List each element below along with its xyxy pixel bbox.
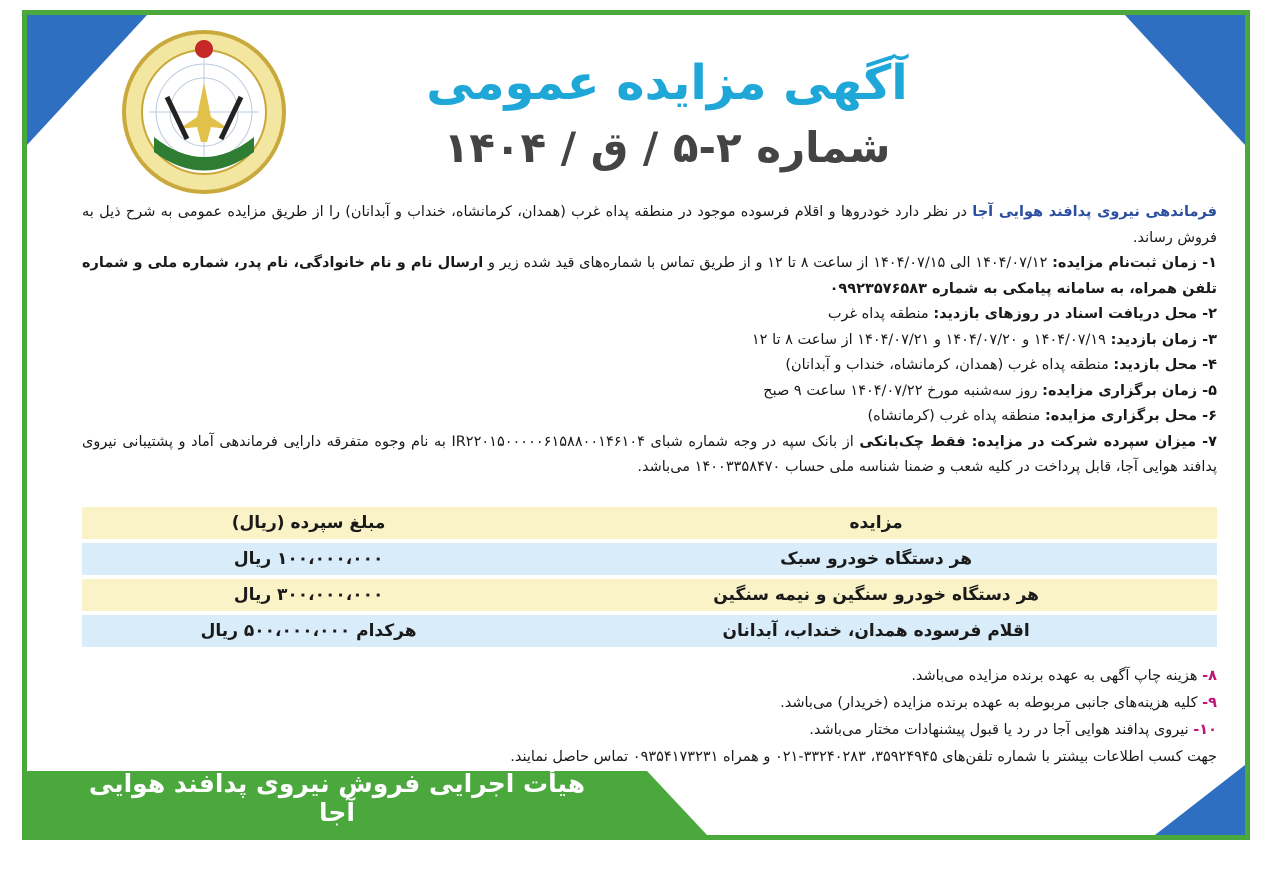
list-item — [82, 302, 1217, 328]
table-header-row — [82, 507, 1217, 539]
list-item — [82, 353, 1217, 379]
ad-title: آگهی مزایده عمومی — [426, 55, 908, 111]
table-row — [82, 543, 1217, 575]
note-text: کلیه هزینه‌های جانبی مربوطه به عهده برنده مزایده (خریدار) می‌باشد. — [780, 695, 1203, 711]
item-label: ۷- میزان سپرده شرکت در مزایده: — [971, 433, 1217, 450]
note-text: هزینه چاپ آگهی به عهده برنده مزایده می‌باشد. — [911, 668, 1203, 684]
footer-banner — [27, 771, 1245, 835]
item-text: منطقه پداه غرب (کرمانشاه) — [867, 408, 1045, 424]
note-item — [82, 717, 1217, 744]
item-bold-mid: فقط چک‌بانکی — [859, 433, 972, 450]
item-label: ۴- محل بازدید: — [1113, 357, 1217, 373]
deposit-table — [82, 503, 1217, 651]
item-label: ۱- زمان ثبت‌نام مزایده: — [1052, 255, 1217, 271]
intro-paragraph — [82, 200, 1217, 251]
note-item — [82, 690, 1217, 717]
table-row — [82, 615, 1217, 647]
table-row — [82, 579, 1217, 611]
footer-signature: هیأت اجرایی فروش نیروی پدافند هوایی آجا — [88, 769, 586, 827]
ad-frame — [22, 10, 1250, 840]
item-text: ۱۴۰۴/۰۷/۱۲ الی ۱۴۰۴/۰۷/۱۵ از ساعت ۸ تا ۱۲ و از طریق تماس با شماره‌های قید شده زیر و — [483, 255, 1053, 271]
note-number: ۹- — [1202, 695, 1217, 711]
note-item — [82, 663, 1217, 690]
contact-line: جهت کسب اطلاعات بیشتر با شماره تلفن‌های ۳۵۹۲۴۹۴۵، ۳۳۲۴۰۲۸۳-۰۲۱ و همراه ۰۹۳۵۴۱۷۳۲۳۱ تماس حاصل نمایند. — [510, 749, 1217, 765]
intro-rest: در نظر دارد خودروها و اقلام فرسوده موجود در منطقه پداه غرب (همدان، کرمانشاه، خنداب و آبدانان) را از طریق مزایده عمومی به شرح ذیل به فروش رساند. — [82, 204, 1217, 246]
item-label: ۲- محل دریافت اسناد در روزهای بازدید: — [933, 306, 1217, 322]
table-cell: هر دستگاه خودرو سنگین و نیمه سنگین — [535, 579, 1217, 611]
table-cell: ۳۰۰،۰۰۰،۰۰۰ ریال — [82, 579, 535, 611]
note-text: نیروی پدافند هوایی آجا در رد یا قبول پیشنهادات مختار می‌باشد. — [809, 722, 1194, 738]
table-cell: هر دستگاه خودرو سبک — [535, 543, 1217, 575]
footer-slope — [647, 771, 707, 835]
intro-org: فرماندهی نیروی پدافند هوایی آجا — [972, 204, 1217, 220]
table-cell: ۱۰۰،۰۰۰،۰۰۰ ریال — [82, 543, 535, 575]
note-number: ۸- — [1202, 668, 1217, 684]
item-text: روز سه‌شنبه مورخ ۱۴۰۴/۰۷/۲۲ ساعت ۹ صبح — [763, 382, 1043, 399]
ad-number: شماره ۲-۵ / ق / ۱۴۰۴ — [443, 123, 891, 172]
item-text: منطقه پداه غرب (همدان، کرمانشاه، خنداب و آبدانان) — [785, 357, 1114, 373]
item-label: ۳- زمان بازدید: — [1110, 331, 1217, 348]
list-item — [82, 379, 1217, 405]
list-item — [82, 251, 1217, 302]
item-bold-tail: ارسال نام و نام خانوادگی، نام پدر، شماره ملی و شماره تلفن همراه، به سامانه پیامکی به شماره ۰۹۹۲۳۵۷۶۵۸۳ — [82, 255, 1217, 297]
item-text: ۱۴۰۴/۰۷/۱۹ و ۱۴۰۴/۰۷/۲۰ و ۱۴۰۴/۰۷/۲۱ از ساعت ۸ تا ۱۲ — [751, 331, 1111, 348]
item-label: ۶- محل برگزاری مزایده: — [1044, 408, 1217, 424]
item-label: ۵- زمان برگزاری مزایده: — [1042, 382, 1217, 399]
notes — [82, 663, 1217, 771]
table-header: مزایده — [535, 507, 1217, 539]
table-cell: هرکدام ۵۰۰،۰۰۰،۰۰۰ ریال — [82, 615, 535, 647]
ad-body — [82, 200, 1217, 481]
item-text: منطقه پداه غرب — [827, 306, 934, 322]
list-item — [82, 328, 1217, 354]
air-defense-emblem-icon — [119, 27, 289, 197]
footer-blue-corner — [1155, 765, 1245, 835]
list-item — [82, 404, 1217, 430]
table-cell: اقلام فرسوده همدان، خنداب، آبدانان — [535, 615, 1217, 647]
note-number: ۱۰- — [1193, 722, 1217, 738]
corner-decoration-right — [1125, 15, 1245, 145]
item-text: از بانک سپه در وجه شماره شبای IR۲۲۰۱۵۰۰۰۰۰۶۱۵۸۸۰۰۱۴۶۱۰۴ به نام وجوه متفرقه دارایی فرماندهی آماد و پشتیبانی نیروی پدافند هوایی آجا، قابل پرداخت در کلیه شعب و ضمنا شناسه ملی حساب ۱۴۰۰۳۳۵۸۴۷۰ می‌باشد. — [82, 433, 1217, 475]
list-item — [82, 430, 1217, 481]
table-header: مبلغ سپرده (ریال) — [82, 507, 535, 539]
